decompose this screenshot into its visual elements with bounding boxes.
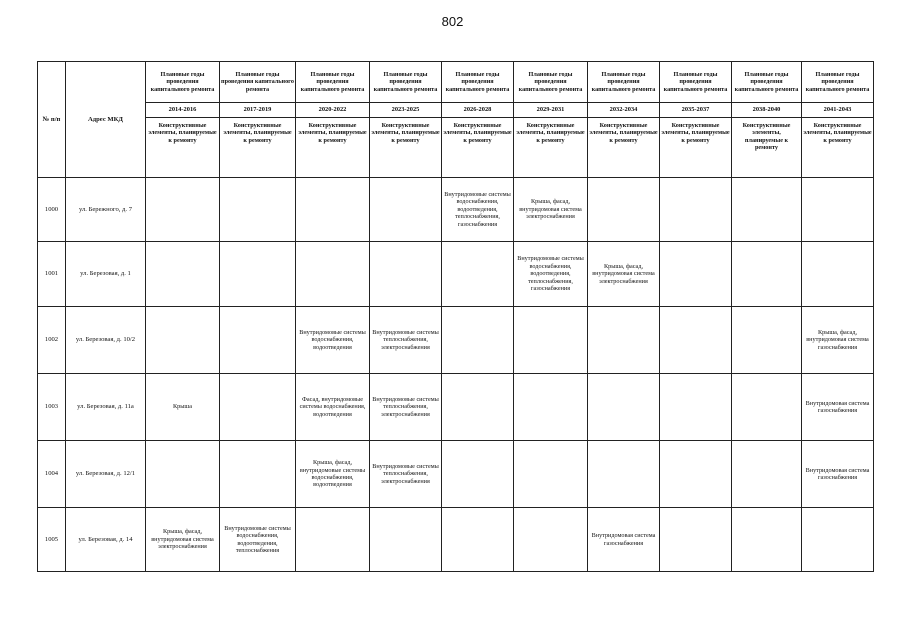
repair-cell: Крыша, фасад, внутридомовая система электроснабжения — [146, 508, 220, 572]
repair-cell: Крыша — [146, 374, 220, 441]
period-header: 2032-2034 — [588, 103, 660, 118]
column-header-title: Плановые годы проведения капитального ремонта — [296, 62, 370, 103]
repair-cell — [660, 508, 732, 572]
repair-cell: Внутридомовые системы теплоснабжения, электроснабжения — [370, 374, 442, 441]
period-header: 2035-2037 — [660, 103, 732, 118]
repair-cell — [802, 178, 874, 242]
column-header-title: Плановые годы проведения капитального ремонта — [220, 62, 296, 103]
column-header-number: № п/п — [38, 62, 66, 178]
capital-repair-plan-table — [37, 61, 874, 572]
repair-cell — [146, 178, 220, 242]
repair-cell: Внутридомовые системы водоснабжения, водоотведения, теплоснабжения — [220, 508, 296, 572]
repair-cell — [220, 374, 296, 441]
column-header-title: Плановые годы проведения капитального ремонта — [370, 62, 442, 103]
column-header-title: Плановые годы проведения капитального ремонта — [588, 62, 660, 103]
row-number: 1005 — [38, 508, 66, 572]
repair-cell — [220, 178, 296, 242]
repair-cell — [370, 242, 442, 307]
period-header: 2017-2019 — [220, 103, 296, 118]
row-number: 1004 — [38, 441, 66, 508]
column-header-title: Плановые годы проведения капитального ремонта — [514, 62, 588, 103]
row-address: ул. Березовая, д. 1 — [66, 242, 146, 307]
repair-cell — [660, 374, 732, 441]
repair-cell — [220, 242, 296, 307]
repair-cell — [588, 441, 660, 508]
row-number: 1001 — [38, 242, 66, 307]
table-row — [38, 178, 874, 242]
header-row-titles — [38, 62, 874, 103]
repair-cell: Внутридомовые системы теплоснабжения, электроснабжения — [370, 441, 442, 508]
elements-subheader: Конструктивные элементы, планируемые к ремонту — [802, 118, 874, 178]
repair-cell — [296, 242, 370, 307]
header-row-subheaders — [38, 118, 874, 178]
period-header: 2020-2022 — [296, 103, 370, 118]
period-header: 2029-2031 — [514, 103, 588, 118]
repair-cell — [370, 178, 442, 242]
repair-cell — [732, 307, 802, 374]
repair-cell — [514, 508, 588, 572]
repair-cell — [146, 242, 220, 307]
repair-cell: Внутридомовая система газоснабжения — [802, 374, 874, 441]
repair-cell: Крыша, фасад, внутридомовые системы водоснабжения, водоотведения — [296, 441, 370, 508]
repair-cell — [514, 307, 588, 374]
repair-cell — [370, 508, 442, 572]
repair-cell — [660, 242, 732, 307]
elements-subheader: Конструктивные элементы, планируемые к ремонту — [588, 118, 660, 178]
elements-subheader: Конструктивные элементы, планируемые к ремонту — [220, 118, 296, 178]
repair-cell — [442, 374, 514, 441]
row-number: 1003 — [38, 374, 66, 441]
table-row — [38, 242, 874, 307]
repair-cell — [442, 508, 514, 572]
repair-cell — [732, 441, 802, 508]
repair-cell — [732, 374, 802, 441]
repair-cell — [442, 307, 514, 374]
period-header: 2023-2025 — [370, 103, 442, 118]
repair-cell: Внутридомовые системы водоснабжения, водоотведения — [296, 307, 370, 374]
elements-subheader: Конструктивные элементы, планируемые к ремонту — [442, 118, 514, 178]
repair-cell — [296, 178, 370, 242]
row-address: ул. Березовая, д. 11а — [66, 374, 146, 441]
period-header: 2041-2043 — [802, 103, 874, 118]
repair-cell — [732, 508, 802, 572]
table-row — [38, 508, 874, 572]
elements-subheader: Конструктивные элементы, планируемые к ремонту — [514, 118, 588, 178]
column-header-title: Плановые годы проведения капитального ремонта — [442, 62, 514, 103]
row-address: ул. Березовая, д. 10/2 — [66, 307, 146, 374]
repair-cell: Внутридомовые системы теплоснабжения, электроснабжения — [370, 307, 442, 374]
row-address: ул. Бережного, д. 7 — [66, 178, 146, 242]
page-number: 802 — [441, 14, 464, 29]
repair-cell — [588, 374, 660, 441]
repair-cell — [802, 508, 874, 572]
row-number: 1000 — [38, 178, 66, 242]
row-address: ул. Березовая, д. 12/1 — [66, 441, 146, 508]
period-header: 2026-2028 — [442, 103, 514, 118]
repair-cell — [220, 307, 296, 374]
period-header: 2014-2016 — [146, 103, 220, 118]
repair-cell: Крыша, фасад, внутридомовая система газоснабжения — [802, 307, 874, 374]
repair-cell: Внутридомовая система газоснабжения — [802, 441, 874, 508]
repair-cell — [146, 307, 220, 374]
repair-cell — [660, 178, 732, 242]
column-header-title: Плановые годы проведения капитального ремонта — [660, 62, 732, 103]
repair-cell — [514, 374, 588, 441]
repair-cell: Крыша, фасад, внутридомовая система электроснабжения — [588, 242, 660, 307]
repair-cell: Фасад, внутридомовые системы водоснабжения, водоотведения — [296, 374, 370, 441]
column-header-address: Адрес МКД — [66, 62, 146, 178]
repair-cell — [660, 307, 732, 374]
repair-cell: Внутридомовые системы водоснабжения, водоотведения, теплоснабжения, газоснабжения — [442, 178, 514, 242]
repair-cell — [146, 441, 220, 508]
repair-cell — [514, 441, 588, 508]
row-address: ул. Березовая, д. 14 — [66, 508, 146, 572]
elements-subheader: Конструктивные элементы, планируемые к ремонту — [146, 118, 220, 178]
row-number: 1002 — [38, 307, 66, 374]
elements-subheader: Конструктивные элементы, планируемые к ремонту — [660, 118, 732, 178]
repair-cell — [296, 508, 370, 572]
repair-cell — [442, 242, 514, 307]
elements-subheader: Конструктивные элементы, планируемые к ремонту — [296, 118, 370, 178]
repair-cell — [660, 441, 732, 508]
column-header-title: Плановые годы проведения капитального ремонта — [732, 62, 802, 103]
column-header-title: Плановые годы проведения капитального ремонта — [146, 62, 220, 103]
repair-cell — [588, 178, 660, 242]
table-row — [38, 441, 874, 508]
column-header-title: Плановые годы проведения капитального ремонта — [802, 62, 874, 103]
repair-cell: Внутридомовые системы водоснабжения, водоотведения, теплоснабжения, газоснабжения — [514, 242, 588, 307]
repair-cell — [588, 307, 660, 374]
repair-cell — [802, 242, 874, 307]
elements-subheader: Конструктивные элементы, планируемые к ремонту — [732, 118, 802, 178]
repair-cell — [442, 441, 514, 508]
repair-cell: Крыша, фасад, внутридомовая система электроснабжения — [514, 178, 588, 242]
elements-subheader: Конструктивные элементы, планируемые к ремонту — [370, 118, 442, 178]
repair-cell — [220, 441, 296, 508]
repair-cell: Внутридомовая система газоснабжения — [588, 508, 660, 572]
table-row — [38, 374, 874, 441]
header-row-periods — [38, 103, 874, 118]
period-header: 2038-2040 — [732, 103, 802, 118]
table-row — [38, 307, 874, 374]
repair-cell — [732, 178, 802, 242]
repair-cell — [732, 242, 802, 307]
